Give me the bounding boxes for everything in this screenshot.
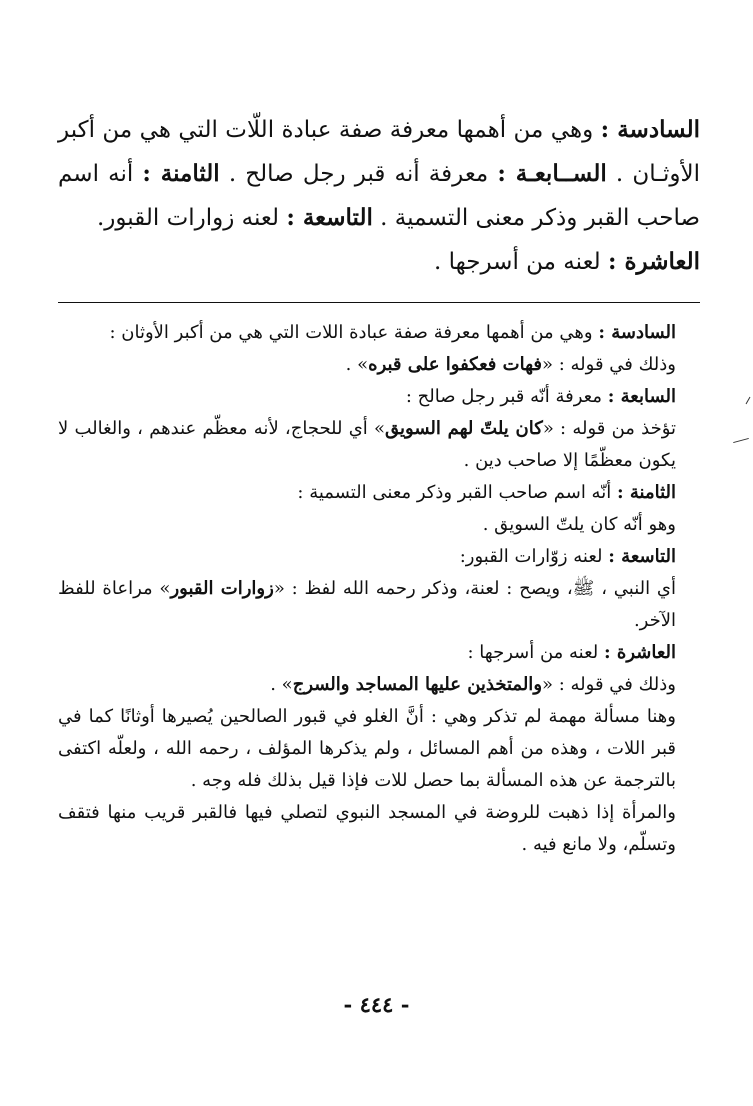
note-seventh — [58, 381, 700, 413]
quote-text: كان يلتّ لهم السويق — [385, 418, 543, 439]
note-text: وهي من أهمها معرفة صفة عبادة اللات التي هي من أكبر الأوثان : — [109, 322, 599, 343]
margin-mark — [733, 438, 749, 443]
text-eighth: أنه اسم صاحب القبر وذكر معنى التسمية . — [58, 161, 700, 231]
page-body — [58, 108, 700, 861]
quote-text: فهات فعكفوا على قبره — [368, 354, 543, 375]
heading-seventh: الســابعـة : — [497, 160, 607, 187]
note-quote — [58, 573, 700, 637]
note-quote — [58, 669, 700, 701]
note-quote — [58, 349, 700, 381]
note-heading: السابعة : — [607, 386, 676, 407]
note-heading: التاسعة : — [608, 546, 676, 567]
text-ninth: لعنه زوارات القبور. — [96, 205, 287, 231]
margin-mark — [746, 397, 751, 404]
note-text: » أي للحجاج، لأنه معظّم عندهم ، والغالب لا يكون معظّمًا إلا صاحب دين . — [58, 418, 676, 471]
note-heading: السادسة : — [598, 322, 676, 343]
note-line: وهو أنّه كان يلتّ السويق . — [482, 514, 676, 535]
quote-text: والمتخذين عليها المساجد والسرج — [292, 674, 543, 695]
text-sixth: وهي من أهمها معرفة صفة عبادة اللّات التي هي من أكبر الأوثـان . — [58, 117, 700, 187]
main-paragraph-tenth — [58, 240, 700, 284]
note-text: أي النبي ، ﷺ، ويصح : لعنة، وذكر رحمه الله لفظ : « — [273, 578, 677, 599]
note-ninth — [58, 541, 700, 573]
heading-eighth: الثامنة : — [142, 160, 220, 187]
main-paragraph — [58, 108, 700, 240]
heading-sixth: السادسة : — [600, 116, 700, 143]
note-heading: العاشرة : — [603, 642, 676, 663]
note-text: معرفة أنّه قبر رجل صالح : — [405, 386, 608, 407]
note-text: وذلك في قوله : « — [542, 674, 676, 695]
note-sixth — [58, 317, 700, 349]
note-text: تؤخذ من قوله : « — [542, 418, 676, 439]
text-seventh: معرفة أنه قبر رجل صالح . — [219, 161, 498, 187]
note-quote — [58, 413, 700, 477]
note-heading: الثامنة : — [616, 482, 676, 503]
note-text: لعنه من أسرجها : — [467, 642, 604, 663]
note-eighth — [58, 477, 700, 509]
quote-text: زوارات القبور — [170, 578, 274, 599]
note-text: » . — [270, 674, 293, 695]
heading-tenth: العاشرة : — [607, 248, 700, 275]
note-text: وذلك في قوله : « — [542, 354, 676, 375]
footnote-divider — [58, 302, 700, 303]
note-text: لعنه زوّارات القبور: — [459, 546, 609, 567]
note-tenth — [58, 637, 700, 669]
page-number: - ٤٤٤ - — [343, 992, 410, 1017]
heading-ninth: التاسعة : — [286, 204, 373, 231]
text-tenth: لعنه من أسرجها . — [434, 249, 608, 275]
note-issue: وهنا مسألة مهمة لم تذكر وهي : أنَّ الغلو في قبور الصالحين يُصيرها أوثانًا كما في قبر اللات ، وهذه من أهم المسائل ، ولم يذكرها المؤلف ، رحمه الله ، ولعلّه اكتفى بالترجمة عن هذه المسألة بما حصل للات فإذا قيل بذلك فله وجه . — [58, 706, 676, 791]
note-text: » . — [345, 354, 369, 375]
note-text: أنّه اسم صاحب القبر وذكر معنى التسمية : — [297, 482, 617, 503]
commentary — [58, 317, 700, 861]
main-text — [58, 108, 700, 284]
note-woman: والمرأة إذا ذهبت للروضة في المسجد النبوي لتصلي فيها فالقبر قريب منها فتقف وتسلّم، ولا مانع فيه . — [58, 802, 676, 855]
note-text: » مراعاة للفظ الآخر. — [58, 578, 676, 631]
